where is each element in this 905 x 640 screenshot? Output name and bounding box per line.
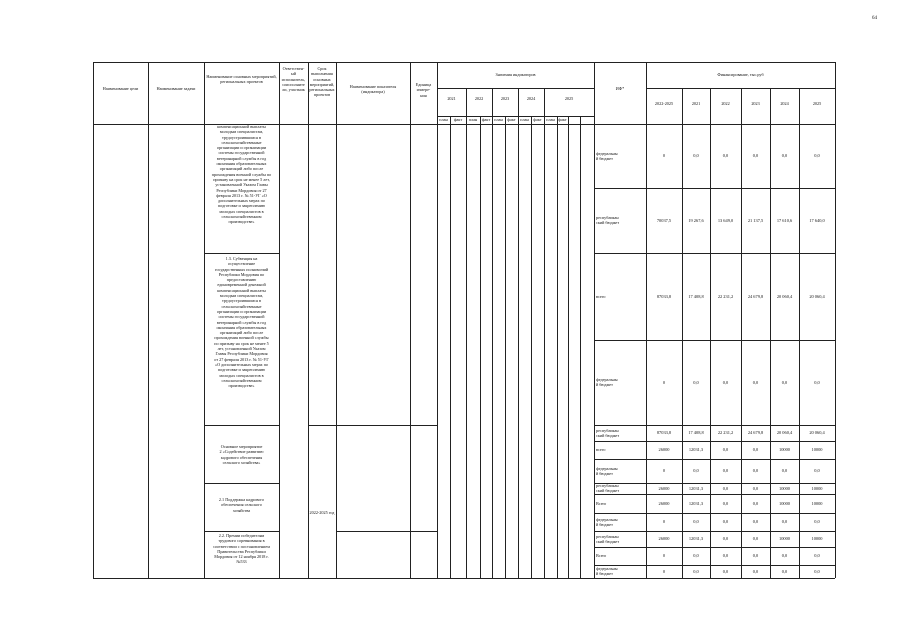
- financing-value: 0,0: [722, 379, 729, 385]
- financing-value: 17 610,6: [776, 217, 793, 223]
- financing-value: 0,0: [781, 519, 788, 524]
- financing-value: 26000: [658, 485, 670, 491]
- financing-value: 0,0: [781, 153, 788, 158]
- plan-fact-header: план: [546, 117, 555, 122]
- table-rule: [492, 116, 493, 578]
- source-label: федеральны й бюджет: [596, 516, 618, 527]
- table-rule: [568, 116, 569, 578]
- financing-value: 0,0: [814, 379, 820, 385]
- table-rule: [279, 62, 280, 578]
- financing-value: 70037,5: [656, 217, 672, 223]
- source-label: республикан ский бюджет: [596, 427, 620, 438]
- plan-fact-header: план: [439, 117, 448, 122]
- table-rule: [594, 62, 595, 578]
- table-rule: [594, 513, 835, 514]
- table-rule: [466, 116, 467, 578]
- task-header: Наименование задачи: [156, 86, 196, 91]
- deadline-header: Срок выполнения основных мероприятий, региональных проектов: [309, 66, 335, 98]
- financing-value: 17 408,8: [688, 293, 704, 299]
- plan-fact-header: факт: [558, 117, 567, 122]
- table-rule: [505, 116, 506, 578]
- financing-value: 17 408,8: [688, 430, 704, 435]
- financing-value: 0: [662, 519, 666, 524]
- financing-value: 0: [662, 553, 666, 558]
- financing-year-header: 2022-2025: [654, 101, 674, 106]
- financing-value: 0,0: [722, 500, 729, 506]
- table-rule: [204, 62, 205, 578]
- table-rule: [93, 124, 835, 125]
- source-label: республикан ский бюджет: [596, 483, 620, 494]
- event-1-3: 1.3. Субвенция на осуществление государственных полномочий Республики Мордовия по предоставлению единовременной денежной компенсационной выплаты молодым специалистам, трудоустроившимся в сельскохозяйственные организации и организации системы государственной ветеринарной службы в год окончания образовательных организаций либо после прохождения военной службы по призыву на срок не менее 5 лет, установленной Указом Главы Республики Мордовия от 27 февраля 2013 г. № 51-УГ «О дополнительных мерах по подготовке и закреплению молодых специалистов в сельскохозяйственном производстве»: [214, 256, 269, 389]
- financing-value: 0,0: [752, 500, 759, 506]
- year-header: 2023: [500, 96, 510, 101]
- financing-value: 0,0: [722, 519, 729, 524]
- financing-value: 22 231,2: [717, 293, 734, 299]
- financing-value: 10000: [779, 536, 790, 541]
- financing-value: 0,0: [722, 153, 729, 158]
- financing-value: 0,0: [752, 553, 759, 558]
- table-rule: [580, 116, 581, 578]
- financing-value: 0,0: [722, 485, 729, 491]
- financing-year-header: 2023: [751, 101, 760, 106]
- financing-value: 26000: [658, 500, 670, 506]
- indicator-values-header: Значения индикаторов: [495, 72, 536, 77]
- financing-value: 17 640,0: [809, 217, 825, 223]
- financing-value: 13 649,0: [717, 217, 734, 223]
- financing-value: 0,0: [722, 447, 729, 452]
- financing-year-header: 2025: [812, 101, 822, 106]
- source-label: всего: [596, 447, 606, 453]
- table-rule: [518, 116, 519, 578]
- plan-fact-header: факт: [507, 117, 516, 122]
- financing-value: 10000: [811, 536, 823, 541]
- table-rule: [204, 253, 279, 254]
- table-rule: [594, 340, 835, 341]
- table-rule: [557, 116, 558, 578]
- financing-value: 0,0: [693, 519, 699, 524]
- financing-value: 0,0: [814, 468, 820, 473]
- table-rule: [594, 494, 835, 495]
- plan-fact-header: план: [520, 117, 529, 122]
- financing-value: 0,0: [722, 468, 729, 473]
- table-rule: [594, 459, 835, 460]
- financing-value: 10000: [779, 485, 790, 491]
- financing-value: 0,0: [752, 536, 759, 541]
- event-2-1: 2.1 Поддержка кадрового обеспечения сельского хозяйства: [218, 497, 265, 513]
- financing-value: 0,0: [693, 153, 699, 158]
- goal-header: Наименование цели: [102, 86, 139, 91]
- indicators-header: Наименование показателя (индикатора): [349, 84, 397, 95]
- financing-value: 0,0: [752, 485, 759, 491]
- financing-value: 0,0: [814, 153, 820, 158]
- table-rule: [531, 116, 532, 578]
- year-header: 2022: [474, 96, 484, 101]
- source-label: всего: [596, 293, 606, 299]
- ist-header: ИФ*: [615, 86, 625, 91]
- table-rule: [308, 425, 336, 426]
- financing-value: 87033,8: [656, 293, 672, 299]
- financing-value: 12031,3: [688, 485, 704, 491]
- table-rule: [594, 441, 835, 442]
- financing-year-header: 2021: [691, 101, 701, 106]
- table-rule: [204, 483, 279, 484]
- main-events-header: Наименование основных мероприятий, региональных проектов: [206, 74, 277, 85]
- financing-value: 19 267,6: [688, 217, 704, 223]
- financing-value: 12031,3: [688, 447, 704, 452]
- financing-value: 0,0: [752, 153, 759, 158]
- financing-value: 0,0: [693, 468, 699, 473]
- page-number: 64: [872, 16, 877, 21]
- financing-value: 20 060,4: [776, 293, 793, 299]
- source-label: Всего: [596, 553, 607, 559]
- table-rule: [594, 425, 835, 426]
- table-rule: [544, 116, 545, 578]
- financing-value: 0,0: [814, 568, 820, 574]
- financing-year-header: 2024: [780, 101, 789, 106]
- financing-value: 10000: [811, 447, 823, 452]
- event-1-continued: компенсационной выплаты молодым специалистам, трудоустроившимся в сельскохозяйственные организации и организации системы государственной ветеринарной службы в год окончания образовательных организаций либо после прохождения военной службы по призыву на срок не менее 5 лет, установленной Указом Главы Республики Мордовия от 27 февраля 2013 г. № 51-УГ «О дополнительных мерах по подготовке и закреплению молодых специалистов в сельскохозяйственном производстве»: [211, 124, 272, 225]
- financing-value: 0,0: [693, 379, 699, 385]
- financing-value: 0,0: [693, 553, 699, 558]
- table-rule: [148, 62, 149, 578]
- financing-value: 10000: [779, 447, 790, 452]
- table-rule: [480, 116, 481, 578]
- table-rule: [204, 425, 279, 426]
- source-label: республикан ский бюджет: [596, 533, 620, 544]
- financing-value: 0,0: [722, 568, 729, 574]
- table-rule: [594, 188, 835, 189]
- financing-value: 20 060,4: [809, 430, 825, 435]
- source-label: республикан ский бюджет: [596, 215, 620, 226]
- financing-value: 0,0: [781, 568, 788, 574]
- financing-value: 0,0: [722, 553, 729, 558]
- table-rule: [594, 547, 835, 548]
- financing-value: 0,0: [781, 468, 788, 473]
- plan-fact-header: факт: [481, 117, 491, 122]
- table-rule: [336, 425, 437, 426]
- financing-value: 0,0: [752, 568, 759, 574]
- financing-value: 0,0: [814, 519, 820, 524]
- plan-fact-header: факт: [533, 117, 542, 122]
- financing-value: 0: [662, 468, 666, 473]
- table-rule: [93, 62, 94, 578]
- financing-value: 10000: [811, 485, 823, 491]
- table-rule: [437, 116, 438, 578]
- source-label: федеральны й бюджет: [596, 150, 618, 161]
- financing-value: 0,0: [752, 468, 759, 473]
- financing-value: 26000: [658, 447, 670, 452]
- source-label: федеральны й бюджет: [596, 566, 618, 577]
- year-header: 2025: [564, 96, 574, 101]
- table-rule: [308, 62, 309, 578]
- financing-value: 10000: [779, 500, 790, 506]
- financing-value: 0,0: [752, 379, 759, 385]
- financing-value: 0,0: [781, 553, 788, 558]
- main-event-2: Основное мероприятие 2 «Содействие развитию кадрового обеспечения сельского хозяйства»: [219, 444, 264, 465]
- financing-value: 26000: [658, 536, 670, 541]
- financing-value: 0: [662, 568, 666, 574]
- deadline-value: 2022-2025 год: [309, 510, 335, 515]
- financing-value: 20 060,4: [809, 293, 825, 299]
- plan-fact-header: план: [468, 117, 478, 122]
- financing-value: 0,0: [781, 379, 788, 385]
- financing-value: 0: [662, 379, 666, 385]
- table-rule: [93, 578, 835, 579]
- table-rule: [336, 531, 437, 532]
- table-rule: [835, 88, 836, 578]
- financing-value: 0,0: [752, 519, 759, 524]
- table-rule: [437, 88, 594, 89]
- year-header: 2024: [526, 96, 536, 101]
- source-label: федеральны й бюджет: [596, 377, 618, 388]
- table-rule: [450, 116, 451, 578]
- financing-year-header: 2022: [721, 101, 730, 106]
- source-label: федеральны й бюджет: [596, 465, 618, 476]
- table-rule: [336, 62, 337, 578]
- table-rule: [204, 531, 279, 532]
- financing-value: 0,0: [693, 568, 699, 574]
- financing-value: 21 137,5: [747, 217, 764, 223]
- financing-value: 12031,3: [688, 536, 704, 541]
- table-rule: [594, 531, 835, 532]
- responsible-header: Ответствен- ый исполнитель, соисполните ли, участник: [281, 66, 306, 93]
- plan-fact-header: план: [494, 117, 503, 122]
- financing-value: 22 231,2: [717, 430, 734, 435]
- table-rule: [594, 253, 835, 254]
- financing-value: 87033,8: [656, 430, 672, 435]
- financing-value: 0: [662, 153, 666, 158]
- financing-value: 0,0: [814, 553, 820, 558]
- financing-value: 24 679,8: [747, 430, 764, 435]
- financing-value: 0,0: [752, 447, 759, 452]
- financing-value: 12031,3: [688, 500, 704, 506]
- source-label: Всего: [596, 500, 607, 506]
- financing-value: 24 679,8: [747, 293, 764, 299]
- unit-header: Единица измере- ния: [415, 82, 432, 98]
- financing-header: Финансирование, тыс.руб: [717, 72, 764, 77]
- financing-value: 20 060,4: [776, 430, 793, 435]
- financing-value: 0,0: [722, 536, 729, 541]
- table-rule: [410, 62, 411, 578]
- event-2-2: 2.2. Премии победителям трудового соревнования в соответствии с постановлением Правительства Республики Мордовия от 12 ноября 2018 г. №533: [213, 533, 270, 565]
- plan-fact-header: факт: [453, 117, 463, 122]
- year-header: 2021: [447, 96, 456, 101]
- financing-value: 10000: [811, 500, 823, 506]
